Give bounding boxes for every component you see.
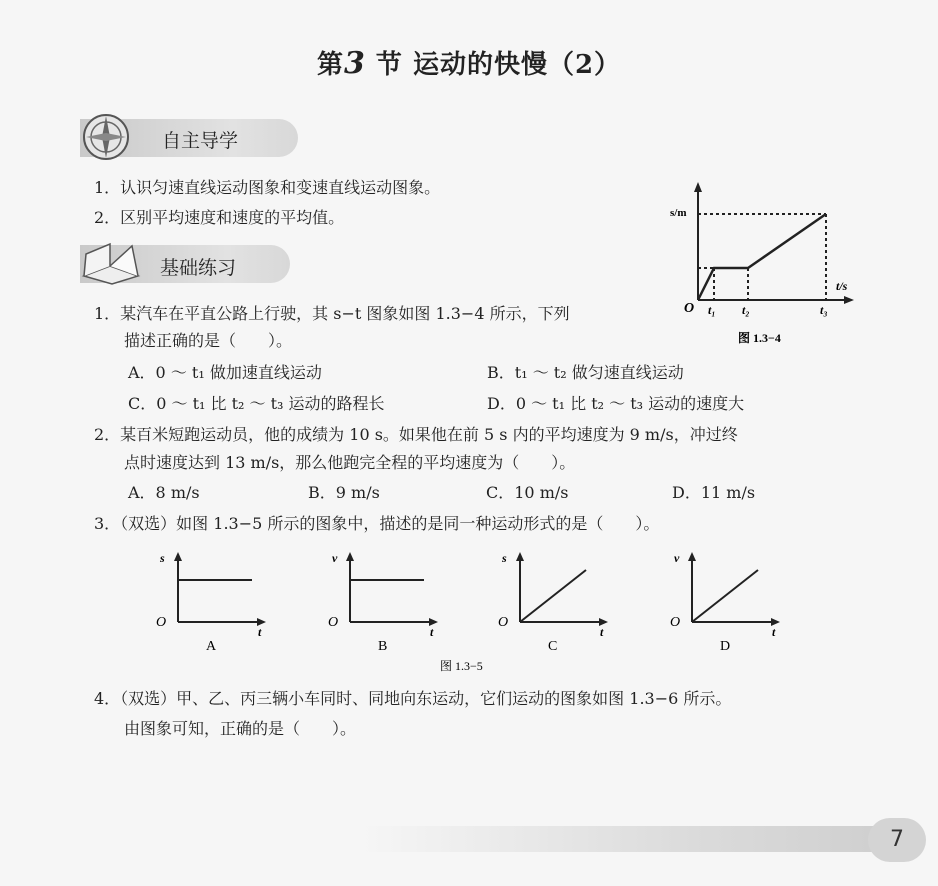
q2-option-c: C．10 m/s — [486, 483, 569, 502]
y-axis-arrow — [346, 552, 354, 561]
q2-option-b: B．9 m/s — [308, 483, 380, 502]
q1-option-d: D．0 ～ t₁ 比 t₂ ～ t₃ 运动的速度大 — [487, 394, 745, 413]
graph-letter: D — [720, 639, 731, 654]
q1-stem-line2: 描述正确的是（ ）。 — [124, 331, 293, 350]
page-title — [0, 44, 938, 81]
q3-stem: 3．（双选）如图 1.3−5 所示的图象中，描述的是同一种运动形式的是（ ）。 — [94, 514, 660, 533]
q1-option-a: A．0 ～ t₁ 做加速直线运动 — [128, 363, 322, 382]
x-axis-label: t/s — [836, 279, 848, 293]
origin-label: O — [328, 615, 339, 630]
q4-stem-line2: 由图象可知，正确的是（ ）。 — [124, 719, 357, 738]
y-axis-arrow — [174, 552, 182, 561]
y-axis-arrow — [516, 552, 524, 561]
graph-d — [670, 551, 780, 654]
figure-1-3-5 — [140, 540, 800, 680]
t3-label: t₃ — [820, 303, 828, 317]
q1-option-b: B．t₁ ～ t₂ 做匀速直线运动 — [487, 363, 684, 382]
graph-letter: B — [378, 639, 388, 654]
q4-stem-line1: 4．（双选）甲、乙、丙三辆小车同时、同地向东运动，它们运动的图象如图 1.3−6 所示。 — [94, 689, 732, 708]
x-axis-label: t — [600, 625, 604, 639]
compass-icon — [80, 108, 132, 166]
x-axis-label: t — [772, 625, 776, 639]
q1-stem-line1: 1．某汽车在平直公路上行驶，其 s−t 图象如图 1.3−4 所示，下列 — [94, 304, 570, 323]
origin-label: O — [156, 615, 167, 630]
q2-stem-line1: 2．某百米短跑运动员，他的成绩为 10 s。如果他在前 5 s 内的平均速度为 9 m/s，冲过终 — [94, 425, 738, 444]
q2-option-d: D．11 m/s — [672, 483, 756, 502]
y-axis-arrow — [694, 182, 702, 192]
q2-option-a: A．8 m/s — [128, 483, 200, 502]
graph-letter: C — [548, 639, 558, 654]
page-number: 7 — [868, 818, 926, 862]
y-axis-label: v — [674, 551, 680, 565]
title-number: 3 — [343, 46, 366, 81]
objective-2: 2．区别平均速度和速度的平均值。 — [94, 208, 345, 227]
objective-1: 1．认识匀速直线运动图象和变速直线运动图象。 — [94, 178, 441, 197]
y-axis-label: v — [332, 551, 338, 565]
title-prefix: 第 — [316, 50, 344, 80]
figure-caption: 图 1.3−5 — [440, 659, 483, 673]
t1-label: t₁ — [708, 303, 716, 317]
figure-1-3-4 — [668, 180, 868, 350]
q1-option-c: C．0 ～ t₁ 比 t₂ ～ t₃ 运动的路程长 — [128, 394, 385, 413]
figure-caption: 图 1.3−4 — [738, 331, 781, 345]
y-axis-label: s — [160, 551, 165, 565]
graph-a — [156, 551, 266, 654]
y-axis-label: s — [502, 551, 507, 565]
book-icon — [80, 236, 144, 286]
footer-bar — [360, 826, 890, 852]
origin-label: O — [684, 301, 695, 316]
y-axis-arrow — [688, 552, 696, 561]
x-axis-label: t — [258, 625, 262, 639]
origin-label: O — [498, 615, 509, 630]
section-label-basic-practice: 基础练习 — [160, 257, 237, 279]
x-axis-label: t — [430, 625, 434, 639]
graph-b — [328, 551, 438, 654]
origin-label: O — [670, 615, 681, 630]
graph-line — [692, 570, 758, 622]
graph-c — [498, 551, 608, 654]
section-label-self-study: 自主导学 — [162, 130, 239, 152]
graph-line — [520, 570, 586, 622]
x-axis-arrow — [844, 296, 854, 304]
graph-letter: A — [206, 639, 217, 654]
s-t-curve — [698, 214, 826, 300]
y-axis-label: s/m — [670, 207, 687, 219]
q2-stem-line2: 点时速度达到 13 m/s，那么他跑完全程的平均速度为（ ）。 — [124, 453, 576, 472]
t2-label: t₂ — [742, 303, 750, 317]
title-rest: 节 运动的快慢（2） — [375, 50, 622, 80]
